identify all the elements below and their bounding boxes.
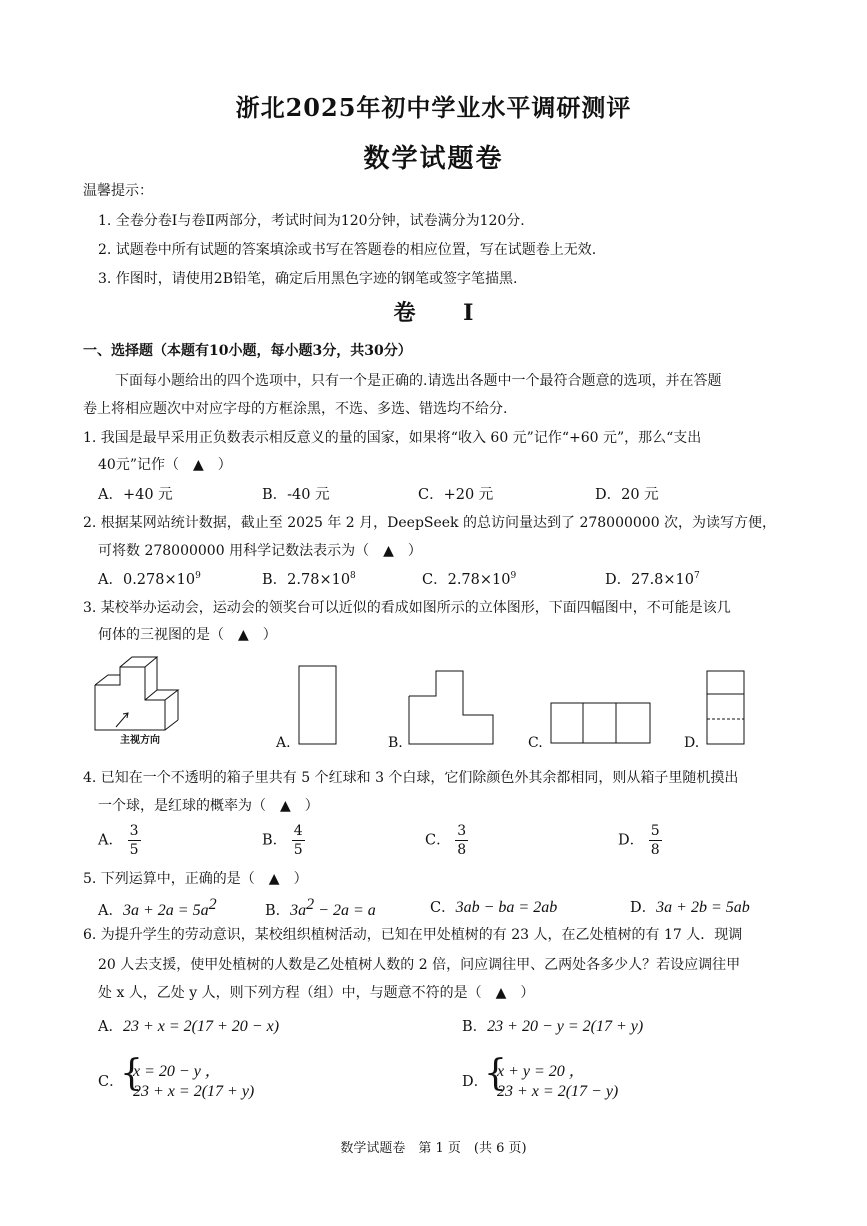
exam-subtitle: 数学试题卷 (363, 144, 504, 174)
q2-option-a: A．$0.278\times 10^9$ (98, 571, 201, 588)
q5-option-d: D．3a + 2b = 5ab (630, 899, 750, 916)
question-1-text: 1. 我国是最早采用正负数表示相反意义的量的国家，如果将“收入 60 元”记作“+60 元”，那么“支出 (83, 430, 702, 446)
question-1-text: 40元”记作（ ▲ ） (98, 457, 232, 473)
question-4-text: 一个球，是红球的概率为（ ▲ ） (98, 798, 319, 814)
q5-option-a: A．$3a + 2a = 5a^2$ (98, 896, 217, 919)
q1-option-d: D．20 元 (595, 487, 659, 503)
question-5-text: 5. 下列运算中，正确的是（ ▲ ） (83, 871, 308, 887)
question-6-text: 6. 为提升学生的劳动意识，某校组织植树活动，已知在甲处植树的有 23 人，在乙处植树的有 17 人．现调 (83, 927, 743, 943)
q3-option-c-figure (550, 702, 652, 746)
section-instruction: 卷上将相应题次中对应字母的方框涂黑，不选、多选、错选均不给分. (83, 401, 508, 417)
q4-option-a: A． $\frac{3}{5}$ (98, 823, 139, 858)
q2-option-b: B．$2.78\times 10^8$ (262, 571, 356, 588)
question-6-text: 20 人去支援，使甲处植树的人数是乙处植树人数的 2 倍，问应调往甲、乙两处各多少人？若设应调往甲 (98, 957, 741, 973)
question-6-text: 处 x 人，乙处 y 人，则下列方程（组）中，与题意不符的是（ ▲ ） (98, 985, 535, 1001)
q3-label-d: D. (684, 735, 700, 751)
figure-caption: 主视方向 (120, 735, 160, 746)
q4-option-b: B． $\frac{4}{5}$ (262, 823, 303, 858)
q3-option-d-figure (706, 670, 746, 746)
q6-option-d-label: D． (462, 1074, 489, 1090)
podium-solid-figure (90, 655, 190, 750)
q6-option-d-eq1: x + y = 20 ， (497, 1063, 585, 1080)
section-heading: 一、选择题（本题有10小题，每小题3分，共30分） (83, 343, 412, 359)
notice-item: 3. 作图时，请使用2B铅笔，确定后用黑色字迹的钢笔或签字笔描黑. (98, 271, 518, 287)
q3-label-a: A. (276, 735, 291, 751)
q1-option-c: C．+20 元 (418, 487, 494, 503)
question-2-text: 2. 根据某网站统计数据，截止至 2025 年 2 月，DeepSeek 的总访问量达到了 278000000 次，为读写方便， (83, 515, 777, 531)
q6-option-d-eq2: 23 + x = 2(17 − y) (497, 1083, 619, 1100)
notice-item: 1. 全卷分卷Ⅰ与卷Ⅱ两部分，考试时间为120分钟，试卷满分为120分. (98, 213, 525, 229)
q5-option-b: B．$3a^2 - 2a = a$ (265, 896, 376, 919)
q3-label-c: C. (528, 735, 543, 751)
question-2-text: 可将数 278000000 用科学记数法表示为（ ▲ ） (98, 543, 422, 559)
q6-option-c-eq2: 23 + x = 2(17 + y) (133, 1083, 255, 1100)
q3-option-a-figure (298, 665, 338, 747)
q5-option-c: C．3ab − ba = 2ab (430, 899, 558, 916)
question-3-text: 何体的三视图的是（ ▲ ） (98, 627, 277, 643)
notice-label: 温馨提示： (83, 183, 153, 199)
q6-option-b: B．23 + 20 − y = 2(17 + y) (462, 1018, 644, 1035)
q6-option-a: A．23 + x = 2(17 + 20 − x) (98, 1018, 280, 1035)
exam-title: 浙北2025年初中学业水平调研测评 (235, 93, 632, 122)
question-4-text: 4. 已知在一个不透明的箱子里共有 5 个红球和 3 个白球，它们除颜色外其余都相同，则从箱子里随机摸出 (83, 770, 739, 786)
question-3-text: 3. 某校举办运动会，运动会的领奖台可以近似的看成如图所示的立体图形，下面四幅图中，不可能是该几 (83, 600, 731, 616)
q1-option-a: A．+40 元 (98, 487, 173, 503)
q1-option-b: B．-40 元 (262, 487, 330, 503)
volume-heading: 卷 Ⅰ (393, 300, 474, 326)
q6-option-c-eq1: x = 20 − y ， (133, 1063, 221, 1080)
q4-option-d: D． $\frac{5}{8}$ (618, 823, 660, 858)
section-instruction: 下面每小题给出的四个选项中，只有一个是正确的.请选出各题中一个最符合题意的选项，并在答题 (115, 373, 722, 389)
q6-option-d-brace: { (484, 1053, 507, 1094)
q6-option-c-brace: { (120, 1053, 143, 1094)
notice-item: 2. 试题卷中所有试题的答案填涂或书写在答题卷的相应位置，写在试题卷上无效. (98, 242, 597, 258)
q6-option-c-label: C． (98, 1074, 124, 1090)
q2-option-c: C．$2.78\times 10^9$ (422, 571, 517, 588)
q2-option-d: D．$27.8\times 10^7$ (605, 571, 700, 588)
q3-option-b-figure (408, 670, 496, 746)
q4-option-c: C． $\frac{3}{8}$ (425, 823, 467, 858)
q3-label-b: B. (388, 735, 403, 751)
page-footer: 数学试题卷 第 1 页 (共 6 页) (340, 1141, 527, 1156)
